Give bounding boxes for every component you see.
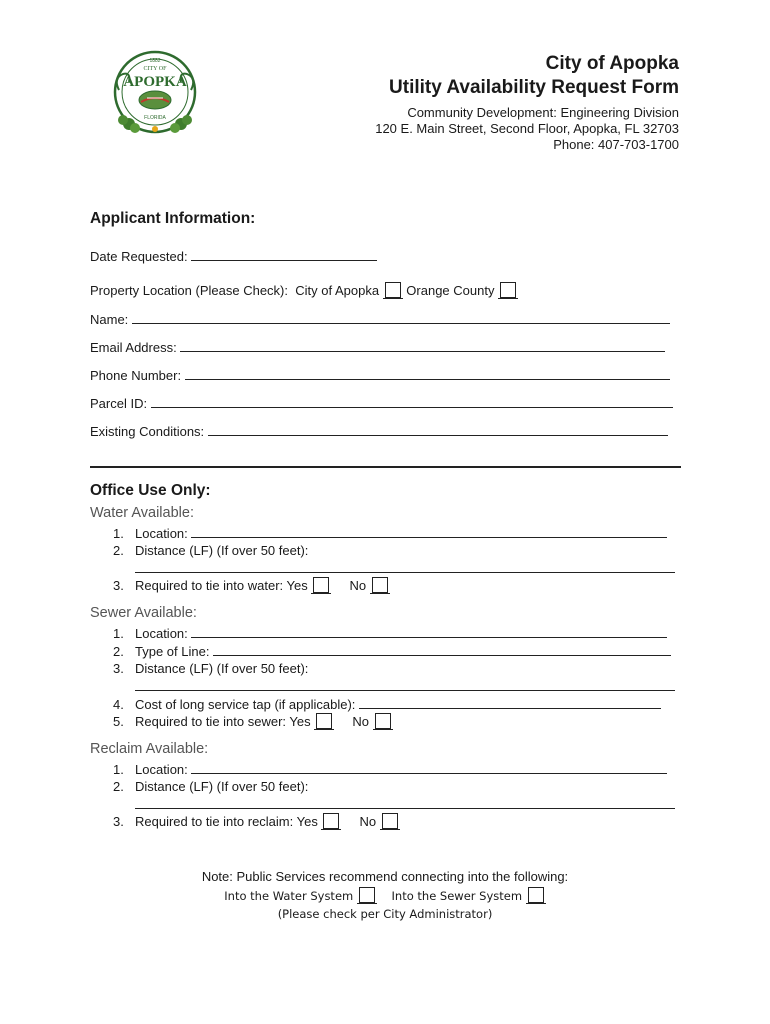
city-seal-logo bbox=[105, 50, 205, 138]
sewer-distance-field[interactable] bbox=[135, 678, 675, 691]
sewer-location-field[interactable] bbox=[191, 625, 667, 638]
sewer-item-1: 1. Location: bbox=[113, 625, 667, 641]
reclaim-item-2: 2. Distance (LF) (If over 50 feet): bbox=[113, 779, 309, 794]
sewer-system-label: Into the Sewer System bbox=[391, 889, 523, 903]
sewer-item-2: 2. Type of Line: bbox=[113, 643, 671, 659]
water-system-label: Into the Water System bbox=[224, 889, 354, 903]
water-yes-checkbox[interactable] bbox=[313, 577, 329, 593]
system-options-row bbox=[0, 887, 770, 903]
sewer-item-3: 3. Distance (LF) (If over 50 feet): bbox=[113, 661, 309, 676]
date-requested-label: Date Requested: bbox=[90, 249, 188, 264]
water-required-label: Required to tie into water: bbox=[135, 578, 284, 593]
sewer-no-label: No bbox=[352, 714, 369, 729]
date-requested-row bbox=[90, 248, 377, 264]
city-option-label: City of Apopka bbox=[295, 283, 380, 298]
reclaim-yes-checkbox[interactable] bbox=[323, 813, 339, 829]
reclaim-location-label: Location: bbox=[135, 762, 188, 777]
parcel-row bbox=[90, 395, 673, 411]
division: Community Development: Engineering Division bbox=[407, 105, 679, 120]
sewer-no-checkbox[interactable] bbox=[375, 713, 391, 729]
section-divider bbox=[90, 466, 681, 468]
water-no-label: No bbox=[349, 578, 367, 593]
reclaim-title: Reclaim Available: bbox=[90, 741, 209, 757]
sewer-type-label: Type of Line: bbox=[135, 644, 210, 659]
logo-year: 1882 bbox=[149, 58, 161, 64]
reclaim-distance-field[interactable] bbox=[135, 796, 675, 809]
sewer-item-4: 4. Cost of long service tap (if applicable): bbox=[113, 696, 661, 712]
logo-bottom-text: FLORIDA bbox=[144, 115, 166, 121]
name-label: Name: bbox=[90, 312, 129, 327]
reclaim-no-label: No bbox=[359, 814, 377, 829]
water-no-checkbox[interactable] bbox=[372, 577, 388, 593]
sewer-distance-label: Distance (LF) (If over 50 feet): bbox=[135, 661, 309, 676]
sewer-cost-field[interactable] bbox=[359, 696, 661, 709]
water-location-label: Location: bbox=[135, 526, 188, 541]
phone-label: Phone Number: bbox=[90, 368, 182, 383]
county-option-label: Orange County bbox=[406, 283, 495, 298]
sewer-system-checkbox[interactable] bbox=[528, 887, 544, 903]
applicant-section-title: Applicant Information: bbox=[90, 210, 256, 227]
reclaim-item-3: 3. Required to tie into reclaim: Yes No bbox=[113, 813, 400, 829]
phone-row bbox=[90, 367, 670, 383]
sewer-required-label: Required to tie into sewer: bbox=[135, 714, 287, 729]
water-item-3: 3. Required to tie into water: Yes No bbox=[113, 577, 390, 593]
sewer-yes-label: Yes bbox=[289, 714, 311, 729]
water-distance-field[interactable] bbox=[135, 560, 675, 573]
conditions-row bbox=[90, 423, 668, 439]
county-checkbox[interactable] bbox=[500, 282, 516, 298]
water-location-field[interactable] bbox=[191, 525, 667, 538]
reclaim-location-field[interactable] bbox=[191, 761, 667, 774]
sewer-cost-label: Cost of long service tap (if applicable): bbox=[135, 697, 356, 712]
form-title: Utility Availability Request Form bbox=[389, 77, 679, 98]
sewer-item-5: 5. Required to tie into sewer: Yes No bbox=[113, 713, 393, 729]
name-field[interactable] bbox=[132, 311, 670, 324]
phone: Phone: 407-703-1700 bbox=[553, 137, 679, 152]
logo-top-text: CITY OF bbox=[143, 66, 167, 72]
parcel-field[interactable] bbox=[151, 395, 673, 408]
sewer-type-field[interactable] bbox=[213, 643, 671, 656]
reclaim-item-1: 1. Location: bbox=[113, 761, 667, 777]
water-system-checkbox[interactable] bbox=[359, 887, 375, 903]
email-row bbox=[90, 339, 665, 355]
city-name: City of Apopka bbox=[545, 53, 679, 74]
water-title: Water Available: bbox=[90, 505, 194, 521]
form-header bbox=[375, 52, 679, 153]
property-location-label: Property Location (Please Check): bbox=[90, 283, 288, 298]
reclaim-required-label: Required to tie into reclaim: bbox=[135, 814, 294, 829]
parcel-label: Parcel ID: bbox=[90, 396, 148, 411]
date-requested-field[interactable] bbox=[191, 248, 377, 261]
name-row bbox=[90, 311, 670, 327]
water-yes-label: Yes bbox=[286, 578, 308, 593]
sewer-location-label: Location: bbox=[135, 626, 188, 641]
email-label: Email Address: bbox=[90, 340, 177, 355]
property-location-row bbox=[90, 282, 518, 298]
conditions-label: Existing Conditions: bbox=[90, 424, 205, 439]
check-note: (Please check per City Administrator) bbox=[277, 907, 493, 921]
reclaim-distance-label: Distance (LF) (If over 50 feet): bbox=[135, 779, 309, 794]
reclaim-yes-label: Yes bbox=[296, 814, 318, 829]
email-field[interactable] bbox=[180, 339, 665, 352]
sewer-yes-checkbox[interactable] bbox=[316, 713, 332, 729]
office-section-title: Office Use Only: bbox=[90, 482, 211, 499]
logo-name: APOPKA bbox=[123, 74, 187, 90]
city-checkbox[interactable] bbox=[385, 282, 401, 298]
reclaim-no-checkbox[interactable] bbox=[382, 813, 398, 829]
phone-field[interactable] bbox=[185, 367, 670, 380]
water-distance-label: Distance (LF) (If over 50 feet): bbox=[135, 543, 309, 558]
sewer-title: Sewer Available: bbox=[90, 605, 197, 621]
water-item-2: 2. Distance (LF) (If over 50 feet): bbox=[113, 543, 309, 558]
address: 120 E. Main Street, Second Floor, Apopka, FL 32703 bbox=[375, 121, 679, 136]
conditions-field[interactable] bbox=[208, 423, 668, 436]
public-services-note: Note: Public Services recommend connecting into the following: bbox=[201, 869, 569, 884]
water-item-1: 1. Location: bbox=[113, 525, 667, 541]
